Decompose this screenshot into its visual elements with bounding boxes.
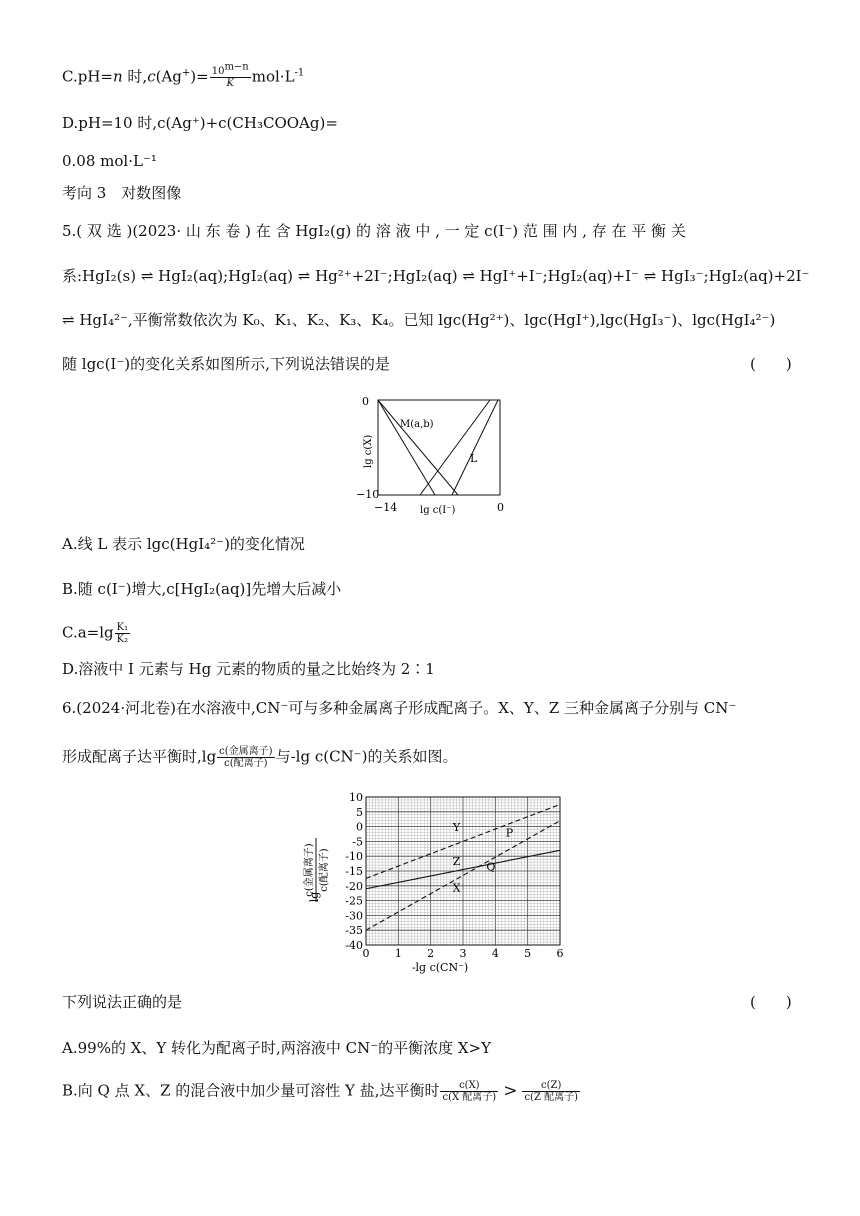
q6-answer-paren: ( ) bbox=[750, 993, 792, 1011]
q5-option-b: B.随 c(I⁻)增大,c[HgI₂(aq)]先增大后减小 bbox=[62, 580, 342, 598]
series-label-z: Z bbox=[452, 855, 461, 869]
chart-frame bbox=[378, 400, 500, 495]
q6-option-b: B.向 Q 点 X、Z 的混合液中加少量可溶性 Y 盐,达平衡时 $\frac{c(X)}{\text{c(X 配离子)}}$ > $\frac{c(Z)}{\text{c(Z 配离子)}}$ bbox=[62, 1080, 578, 1103]
fraction: $\frac{10^{m-n}}{K}$ bbox=[211, 61, 249, 89]
y-tick-label: -35 bbox=[345, 924, 363, 938]
q5-stem-line1: 5.( 双 选 )(2023· 山 东 卷 ) 在 含 HgI₂(g) 的 溶 液 中 , 一 定 c(I⁻) 范 围 内 , 存 在 平 衡 关 bbox=[62, 222, 686, 240]
fraction: $\frac{c(Z)}{\text{c(Z 配离子)}}$ bbox=[524, 1080, 578, 1103]
q4-option-d: D.pH=10 时,c(Ag⁺)+c(CH₃COOAg)= bbox=[62, 114, 338, 132]
q6-stem-line1: 6.(2024·河北卷)在水溶液中,CN⁻可与多种金属离子形成配离子。X、Y、Z 三种金属离子分别与 CN⁻ bbox=[62, 699, 737, 717]
series-label-x: X bbox=[452, 881, 461, 895]
fraction: $\frac{c(X)}{\text{c(X 配离子)}}$ bbox=[442, 1080, 497, 1103]
line-hgi3 bbox=[420, 400, 490, 495]
y-tick-label: -25 bbox=[345, 894, 363, 908]
q5-stem-line3: ⇌ HgI₄²⁻,平衡常数依次为 K₀、K₁、K₂、K₃、K₄。已知 lgc(Hg²⁺)、lgc(HgI⁺),lgc(HgI₃⁻)、lgc(HgI₄²⁻) bbox=[62, 311, 776, 329]
q4-option-d-cont: 0.08 mol·L⁻¹ bbox=[62, 152, 157, 170]
y-axis-fraction bbox=[302, 838, 330, 902]
chart-grid bbox=[366, 797, 560, 945]
y-tick-label: -5 bbox=[352, 835, 363, 849]
line-hgi bbox=[378, 400, 458, 495]
q5-stem-line2: 系:HgI₂(s) ⇌ HgI₂(aq);HgI₂(aq) ⇌ Hg²⁺+2I⁻;HgI₂(aq) ⇌ HgI⁺+I⁻;HgI₂(aq)+I⁻ ⇌ HgI₃⁻;HgI₂(aq)+2I⁻ bbox=[62, 267, 810, 285]
q6-option-a: A.99%的 X、Y 转化为配离子时,两溶液中 CN⁻的平衡浓度 X>Y bbox=[62, 1039, 492, 1057]
series-label-y: Y bbox=[452, 821, 461, 835]
q5-chart bbox=[340, 390, 525, 520]
fraction: $\frac{\text{K₁}}{\text{K₂}}$ bbox=[116, 622, 129, 645]
y-tick-top: 0 bbox=[362, 395, 369, 408]
point-label-q: Q bbox=[486, 860, 496, 874]
y-axis-den: c(配离子) bbox=[319, 848, 330, 892]
q5-option-d: D.溶液中 I 元素与 Hg 元素的物质的量之比始终为 2∶1 bbox=[62, 660, 435, 678]
y-axis-num: c(金属离子) bbox=[304, 843, 315, 897]
y-tick-label: 0 bbox=[356, 820, 363, 834]
q4-option-c: C.pH=n 时,c(Ag+)= $\frac{10^{m-n}}{K}$ $mol\cdot L^{-1}$ bbox=[62, 61, 305, 89]
label-M: M(a,b) bbox=[400, 419, 434, 430]
q5-option-c: C.a=lg $\frac{\text{K₁}}{\text{K₂}}$ bbox=[62, 622, 129, 645]
x-tick-label: 3 bbox=[459, 947, 467, 960]
x-tick-label: 1 bbox=[394, 947, 402, 960]
x-tick-label: 4 bbox=[491, 947, 499, 960]
y-tick-label: -30 bbox=[345, 909, 363, 923]
y-tick-label: 10 bbox=[349, 791, 363, 804]
q5-option-a: A.线 L 表示 lgc(HgI₄²⁻)的变化情况 bbox=[62, 535, 305, 553]
y-tick-label: -10 bbox=[345, 850, 363, 864]
q5-answer-paren: ( ) bbox=[750, 355, 792, 373]
x-tick-label: 0 bbox=[362, 947, 370, 960]
x-axis-label: lg c(I⁻) bbox=[420, 505, 456, 516]
x-axis-label: -lg c(CN⁻) bbox=[411, 961, 469, 974]
point-label-p: P bbox=[505, 826, 514, 840]
y-tick-label: 5 bbox=[356, 805, 363, 819]
x-tick-label: 5 bbox=[524, 947, 532, 960]
q6-question: 下列说法正确的是 bbox=[62, 993, 183, 1011]
x-tick-left: −14 bbox=[374, 501, 398, 514]
section-title: 考向 3 对数图像 bbox=[62, 184, 182, 202]
fraction: $\frac{\text{c(金属离子)}}{\text{c(配离子)}}$ bbox=[219, 746, 273, 769]
y-tick-label: -40 bbox=[345, 939, 363, 952]
q5-stem-line4: 随 lgc(I⁻)的变化关系如图所示,下列说法错误的是 bbox=[62, 355, 390, 373]
y-axis-label-text: lg bbox=[308, 891, 321, 903]
x-tick-label: 6 bbox=[556, 947, 564, 960]
label-L: L bbox=[470, 452, 478, 465]
q6-chart bbox=[300, 785, 575, 980]
y-axis-label: lg c(X) bbox=[363, 434, 374, 468]
y-tick-label: -20 bbox=[345, 879, 363, 893]
x-tick-label: 2 bbox=[427, 947, 435, 960]
x-tick-right: 0 bbox=[497, 501, 504, 514]
y-tick-bottom: −10 bbox=[356, 488, 380, 501]
q6-stem-line2: 形成配离子达平衡时,lg $\frac{\text{c(金属离子)}}{\text{c(配离子)}}$ 与-lg c(CN⁻)的关系如图。 bbox=[62, 746, 458, 769]
y-tick-label: -15 bbox=[345, 865, 363, 878]
line-hg2 bbox=[378, 400, 435, 495]
line-L bbox=[452, 400, 498, 495]
